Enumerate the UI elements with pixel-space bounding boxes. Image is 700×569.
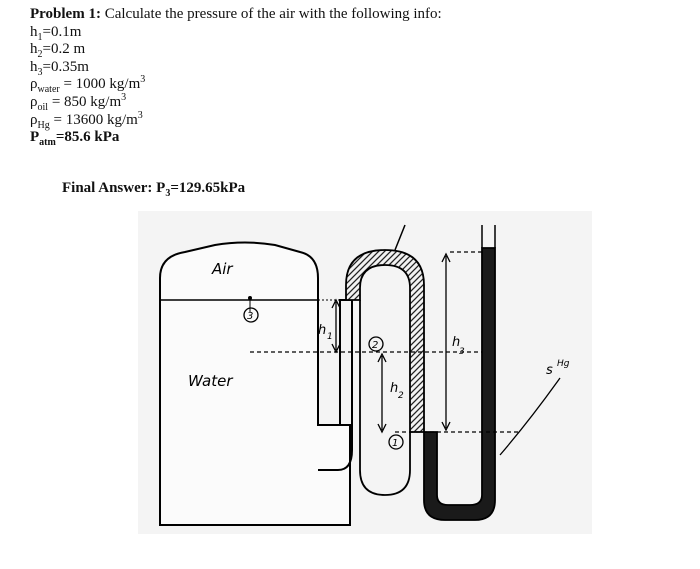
rho-oil-sup: 3 [121, 91, 127, 103]
point1-label: 1 [392, 438, 399, 449]
rho-water-symbol: ρ [30, 76, 38, 93]
rho-hg-symbol: ρ [30, 111, 38, 128]
oil-column [346, 250, 424, 432]
h3-label: h [452, 335, 461, 350]
p-atm-value: =85.6 kPa [55, 129, 120, 146]
h3-value: =0.35m [42, 58, 89, 75]
h3-sub-label: 3 [459, 347, 465, 357]
p-atm-sub: atm [39, 137, 56, 149]
h3-sub: 3 [37, 66, 43, 78]
problem-heading: Problem 1: [30, 6, 101, 22]
h1-sub-label: 1 [327, 332, 333, 342]
rho-hg-sup: 3 [137, 109, 143, 121]
h1-label: h [318, 323, 327, 338]
rho-hg-value: = 13600 kg/m [49, 111, 138, 128]
h2-symbol: h [30, 41, 38, 58]
rho-water-value: = 1000 kg/m [59, 76, 141, 93]
rho-oil-symbol: ρ [30, 93, 38, 110]
rho-oil-value: = 850 kg/m [48, 93, 122, 110]
h2-label: h [390, 381, 399, 396]
point2-label: 2 [372, 340, 379, 351]
hg-pointer [500, 378, 560, 455]
h1-sub: 1 [37, 31, 43, 43]
rho-oil-sub: oil [37, 101, 49, 113]
h1-value: =0.1m [42, 23, 82, 40]
h1-symbol: h [30, 23, 38, 40]
hg-s-label: s [546, 363, 553, 378]
mercury-column [424, 248, 495, 520]
hg-label: Hg [557, 359, 570, 369]
rho-water-sub: water [37, 84, 60, 96]
h3-symbol: h [30, 58, 38, 75]
rho-hg-sub: Hg [37, 119, 50, 131]
p-atm-symbol: P [30, 129, 40, 146]
h2-sub: 2 [37, 49, 43, 61]
answer-value: =129.65kPa [170, 180, 246, 196]
answer-sub: 3 [165, 188, 171, 199]
rho-water-sup: 3 [140, 74, 146, 86]
oil-tap-line [395, 225, 405, 250]
h2-sub-label: 2 [398, 391, 404, 401]
water-label: Water [188, 372, 233, 390]
point3-label: 3 [247, 311, 254, 322]
point3-dot [248, 296, 252, 300]
air-label: Air [212, 260, 233, 278]
problem-text: Calculate the pressure of the air with the following info: [104, 6, 442, 22]
answer-prefix: Final Answer: P [62, 180, 166, 196]
h2-value: =0.2 m [42, 41, 86, 58]
